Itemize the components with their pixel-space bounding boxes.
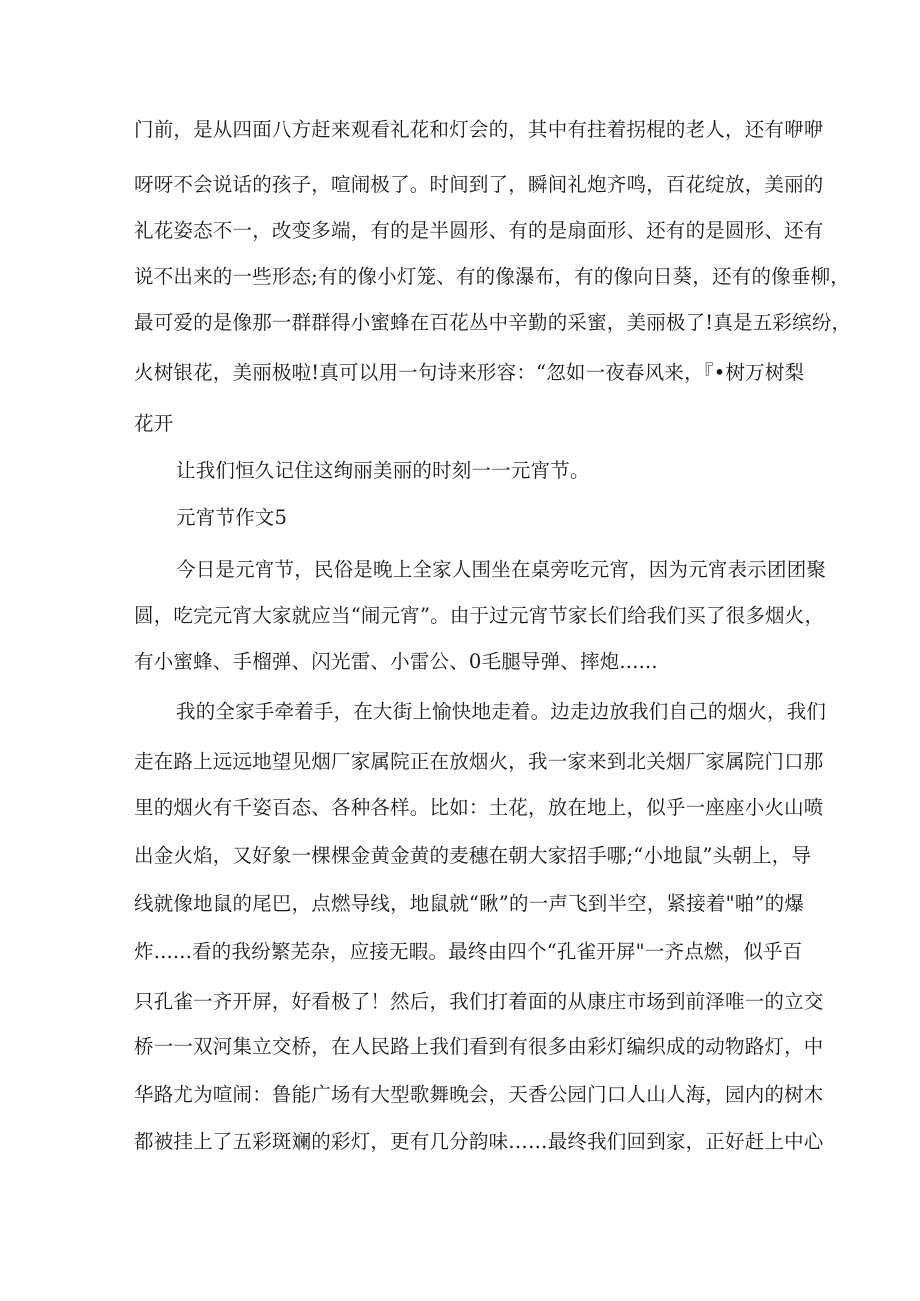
paragraph-line: 礼花姿态不一，改变多端，有的是半圆形、有的是扇面形、还有的是圆形、还有 [134,219,824,242]
paragraph-line: 花开 [134,412,174,435]
paragraph-line: 有小蜜蜂、手榴弹、闪光雷、小雷公、0毛腿导弹、摔炮...... [134,650,658,673]
paragraph-line: 我的全家手牵着手，在大街上愉快地走着。边走边放我们自己的烟火，我们 [176,700,827,723]
paragraph-line: 呀呀不会说话的孩子，喧闹极了。时间到了，瞬间礼炮齐鸣，百花绽放，美丽的 [134,173,824,196]
paragraph-line: 线就像地鼠的尾巴，点燃导线，地鼠就“瞅”的一声飞到半空，紧接着"啪”的爆 [134,892,805,915]
paragraph-line: 火树银花，美丽极啦!真可以用一句诗来形容：“忽如一夜春风来，『•树万树梨 [134,361,805,384]
paragraph-line: 走在路上远远地望见烟厂家属院正在放烟火，我一家来到北关烟厂家属院门口那 [134,750,824,773]
paragraph-line: 只孔雀一齐开屏，好看极了！然后，我们打着面的从康庄市场到前泽唯一的立交 [134,990,824,1013]
paragraph-line: 门前，是从四面八方赶来观看礼花和灯会的，其中有拄着拐棍的老人，还有咿咿 [134,118,824,141]
paragraph-line: 里的烟火有千姿百态、各种各样。比如：土花，放在地上，似乎一座座小火山喷 [134,796,824,819]
paragraph-line: 出金火焰，又好象一棵棵金黄金黄的麦穗在朝大家招手哪;“小地鼠”头朝上，导 [134,844,812,867]
paragraph-line: 华路尤为喧闹：鲁能广场有大型歌舞晚会，天香公园门口人山人海，园内的树木 [134,1083,824,1106]
paragraph-line: 圆，吃完元宵大家就应当“闹元宵”。由于过元宵节家长们给我们买了很多烟火， [134,604,825,627]
paragraph-line: 都被挂上了五彩斑斓的彩灯，更有几分韵味……最终我们回到家，正好赶上中心 [134,1130,824,1153]
paragraph-line: 说不出来的一些形态;有的像小灯笼、有的像瀑布，有的像向日葵，还有的像垂柳， [134,265,850,288]
paragraph-line: 让我们恒久记住这绚丽美丽的时刻一一元宵节。 [176,459,590,482]
paragraph-line: 最可爱的是像那一群群得小蜜蜂在百花丛中辛勤的采蜜，美丽极了!真是五彩缤纷， [134,311,852,334]
paragraph-line: 今日是元宵节，民俗是晚上全家人围坐在桌旁吃元宵，因为元宵表示团团聚 [176,558,827,581]
paragraph-line: 炸......看的我纷繁芜杂，应接无暇。最终由四个“孔雀开屏"一齐点燃，似乎百 [134,940,803,963]
paragraph-line: 桥一一双河集立交桥，在人民路上我们看到有很多由彩灯编织成的动物路灯，中 [134,1035,824,1058]
section-heading: 元宵节作文5 [176,506,288,529]
